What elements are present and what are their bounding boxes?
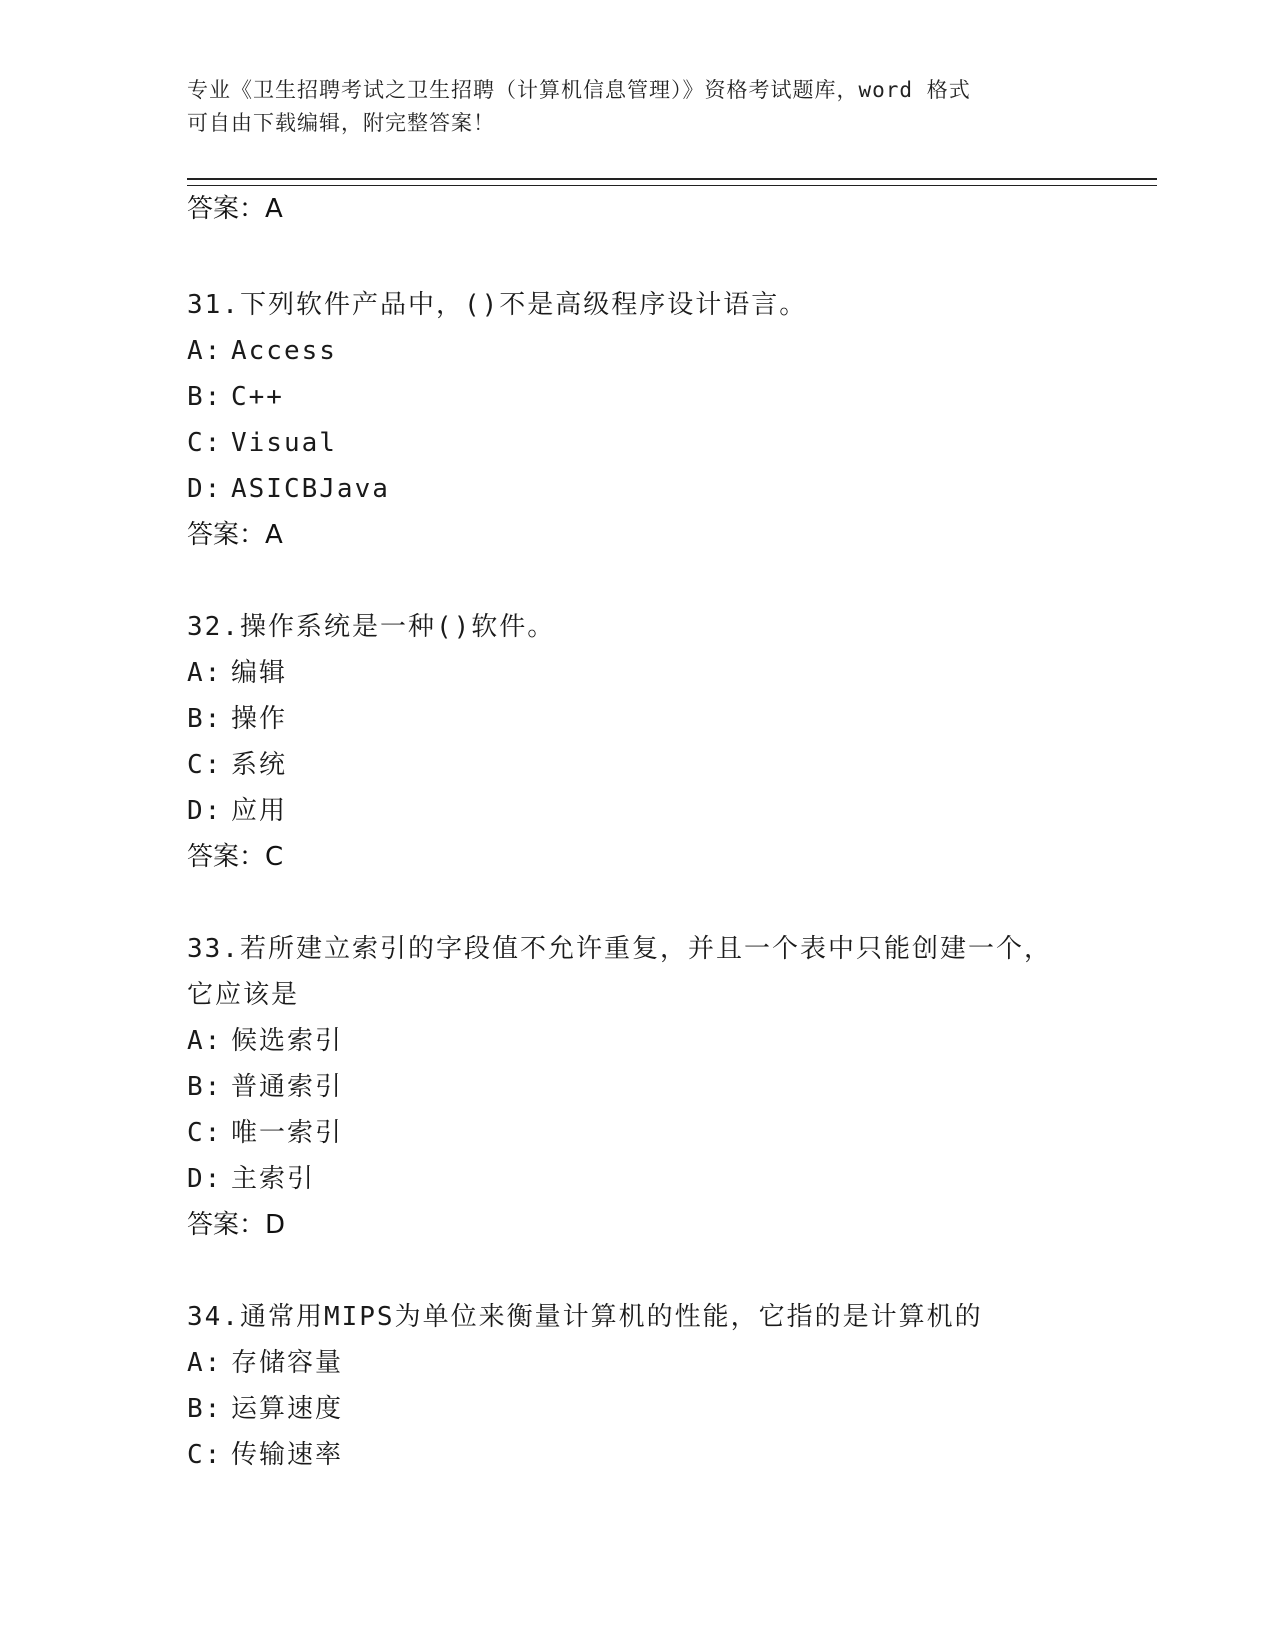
answer-label: 答案：A bbox=[187, 520, 283, 550]
option-key: C: bbox=[187, 1440, 223, 1470]
option-key: B: bbox=[187, 704, 223, 734]
option-c bbox=[187, 742, 1147, 788]
option-key: B: bbox=[187, 1394, 223, 1424]
option-b bbox=[187, 1386, 1147, 1432]
option-value: C++ bbox=[231, 382, 284, 412]
option-c bbox=[187, 420, 1147, 466]
option-c bbox=[187, 1110, 1147, 1156]
option-key: A: bbox=[187, 336, 223, 366]
answer-label: 答案：D bbox=[187, 1210, 286, 1240]
option-d bbox=[187, 466, 1147, 512]
question-text: 34.通常用MIPS为单位来衡量计算机的性能，它指的是计算机的 bbox=[187, 1302, 983, 1332]
option-b bbox=[187, 1064, 1147, 1110]
option-key: B: bbox=[187, 1072, 223, 1102]
option-key: C: bbox=[187, 428, 223, 458]
option-a bbox=[187, 1340, 1147, 1386]
option-d bbox=[187, 788, 1147, 834]
option-value: 应用 bbox=[231, 796, 288, 826]
document-body bbox=[187, 190, 1147, 1478]
option-key: A: bbox=[187, 1026, 223, 1056]
question-text: 32.操作系统是一种()软件。 bbox=[187, 612, 556, 642]
option-key: D: bbox=[187, 796, 223, 826]
option-key: A: bbox=[187, 658, 223, 688]
option-value: 运算速度 bbox=[231, 1394, 344, 1424]
question-text: 33.若所建立索引的字段值不允许重复，并且一个表中只能创建一个，它应该是 bbox=[187, 934, 1052, 1010]
option-a bbox=[187, 650, 1147, 696]
question-block bbox=[187, 1294, 1147, 1478]
option-value: 候选索引 bbox=[231, 1026, 344, 1056]
header-line-1: 专业《卫生招聘考试之卫生招聘（计算机信息管理）》资格考试题库，word 格式 bbox=[187, 78, 971, 102]
option-value: 编辑 bbox=[231, 658, 288, 688]
option-key: C: bbox=[187, 1118, 223, 1148]
option-key: D: bbox=[187, 474, 223, 504]
header-line-2: 可自由下载编辑，附完整答案！ bbox=[187, 111, 495, 135]
option-value: 系统 bbox=[231, 750, 288, 780]
option-value: 唯一索引 bbox=[231, 1118, 344, 1148]
option-b bbox=[187, 696, 1147, 742]
question-text: 31.下列软件产品中，()不是高级程序设计语言。 bbox=[187, 290, 808, 320]
option-key: D: bbox=[187, 1164, 223, 1194]
option-c bbox=[187, 1432, 1147, 1478]
option-value: 传输速率 bbox=[231, 1440, 344, 1470]
option-value: 主索引 bbox=[231, 1164, 316, 1194]
option-value: 操作 bbox=[231, 704, 288, 734]
option-value: Visual bbox=[231, 428, 337, 458]
header-divider bbox=[187, 178, 1157, 186]
option-d bbox=[187, 1156, 1147, 1202]
option-value: 普通索引 bbox=[231, 1072, 344, 1102]
option-a bbox=[187, 328, 1147, 374]
question-block bbox=[187, 604, 1147, 880]
answer-label: 答案：C bbox=[187, 842, 284, 872]
question-block bbox=[187, 282, 1147, 558]
option-value: ASICBJava bbox=[231, 474, 390, 504]
option-b bbox=[187, 374, 1147, 420]
answer-label: 答案：A bbox=[187, 194, 283, 224]
option-a bbox=[187, 1018, 1147, 1064]
option-key: C: bbox=[187, 750, 223, 780]
question-block bbox=[187, 926, 1147, 1248]
option-value: 存储容量 bbox=[231, 1348, 344, 1378]
option-key: A: bbox=[187, 1348, 223, 1378]
option-value: Access bbox=[231, 336, 337, 366]
document-header bbox=[187, 74, 1087, 140]
option-key: B: bbox=[187, 382, 223, 412]
